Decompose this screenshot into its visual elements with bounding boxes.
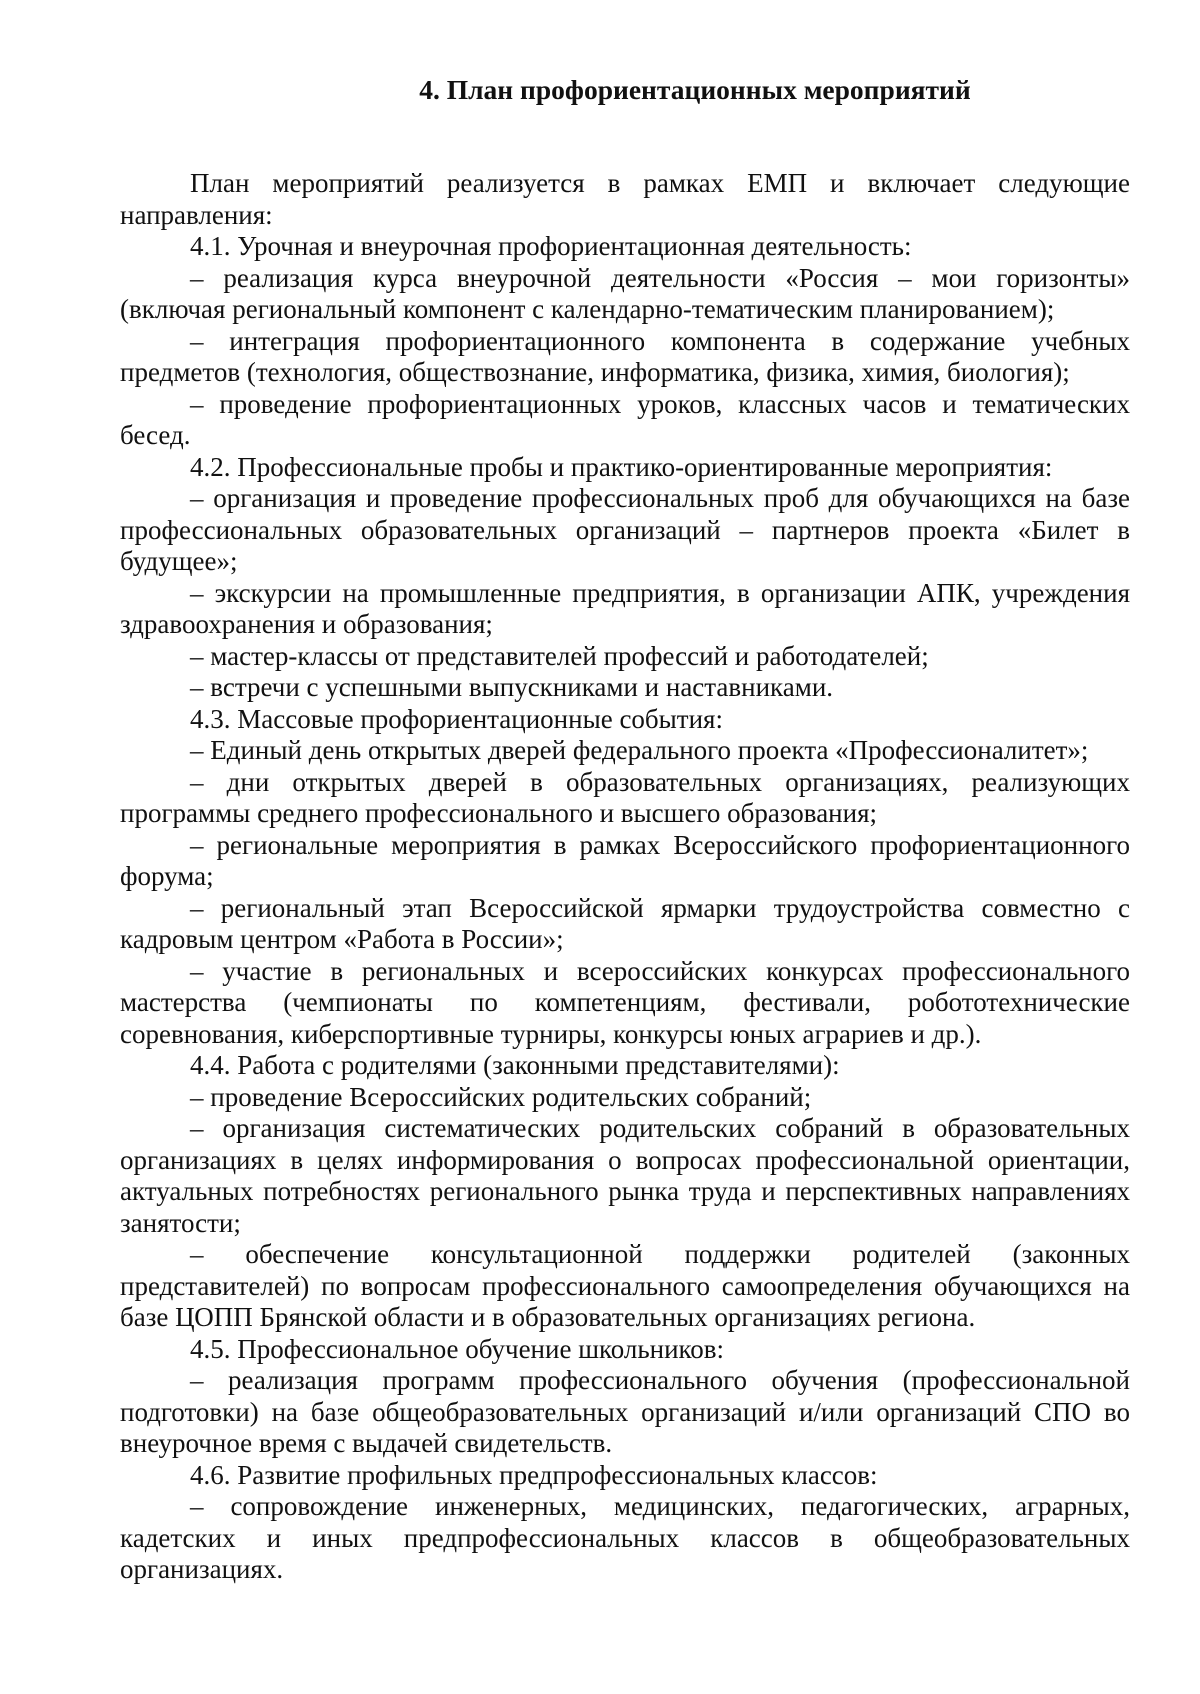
list-item: – участие в региональных и всероссийских конкурсах профессионального мастерства (чемпионаты по компетенциям, фестивали, робототехнические соревнования, киберспортивные турниры, конкурсы юных аграриев и др.). <box>120 955 1130 1049</box>
section-4-2 <box>120 452 1130 704</box>
section-4-3 <box>120 704 1130 1051</box>
section-heading: 4.1. Урочная и внеурочная профориентационная деятельность: <box>190 231 912 261</box>
intro-paragraph: План мероприятий реализуется в рамках ЕМП и включает следующие направления: <box>120 168 1130 230</box>
section-4-5 <box>120 1334 1130 1460</box>
list-item: – дни открытых дверей в образовательных организациях, реализующих программы среднего профессионального и высшего образования; <box>120 766 1130 828</box>
section-heading: 4.3. Массовые профориентационные события: <box>190 703 723 734</box>
list-item: – проведение Всероссийских родительских собраний; <box>190 1081 812 1112</box>
list-item: – реализация программ профессионального обучения (профессиональной подготовки) на базе общеобразовательных организаций и/или организаций СПО во внеурочное время с выдачей свидетельств. <box>120 1365 1130 1458</box>
page-title: 4. План профориентационных мероприятий <box>419 74 971 105</box>
section-4-1 <box>120 231 1130 452</box>
list-item: – интеграция профориентационного компонента в содержание учебных предметов (технология, обществознание, информатика, физика, химия, биология); <box>120 325 1130 387</box>
list-item: – организация систематических родительских собраний в образовательных организациях в целях информирования о вопросах профессиональной ориентации, актуальных потребностях регионального рынка труда и перспективных направлениях занятости; <box>120 1113 1130 1238</box>
section-heading: 4.5. Профессиональное обучение школьников: <box>190 1333 725 1364</box>
section-4-6 <box>120 1460 1130 1586</box>
list-item: – региональные мероприятия в рамках Всероссийского профориентационного форума; <box>120 829 1130 891</box>
list-item: – обеспечение консультационной поддержки родителей (законных представителей) по вопросам профессионального самоопределения обучающихся на базе ЦОПП Брянской области и в образовательных организациях региона. <box>120 1239 1130 1332</box>
list-item: – Единый день открытых дверей федерального проекта «Профессионалитет»; <box>190 735 1089 765</box>
list-item: – экскурсии на промышленные предприятия, в организации АПК, учреждения здравоохранения и образования; <box>120 577 1130 639</box>
list-item: – встречи с успешными выпускниками и наставниками. <box>190 672 834 702</box>
list-item: – реализация курса внеурочной деятельности «Россия – мои горизонты» (включая региональный компонент с календарно-тематическим планированием); <box>120 262 1130 324</box>
list-item: – организация и проведение профессиональных проб для обучающихся на базе профессиональных образовательных организаций – партнеров проекта «Билет в будущее»; <box>120 483 1130 576</box>
list-item: – региональный этап Всероссийской ярмарки трудоустройства совместно с кадровым центром «Работа в России»; <box>120 892 1130 954</box>
section-heading: 4.4. Работа с родителями (законными представителями): <box>190 1050 840 1080</box>
list-item: – сопровождение инженерных, медицинских, педагогических, аграрных, кадетских и иных предпрофессиональных классов в общеобразовательных организациях. <box>120 1491 1130 1584</box>
section-heading: 4.6. Развитие профильных предпрофессиональных классов: <box>190 1459 878 1490</box>
document-content <box>120 70 1130 1586</box>
section-heading: 4.2. Профессиональные пробы и практико-ориентированные мероприятия: <box>190 451 1053 482</box>
section-4-4 <box>120 1050 1130 1334</box>
list-item: – проведение профориентационных уроков, классных часов и тематических бесед. <box>120 388 1130 450</box>
list-item: – мастер-классы от представителей профессий и работодателей; <box>190 640 929 671</box>
